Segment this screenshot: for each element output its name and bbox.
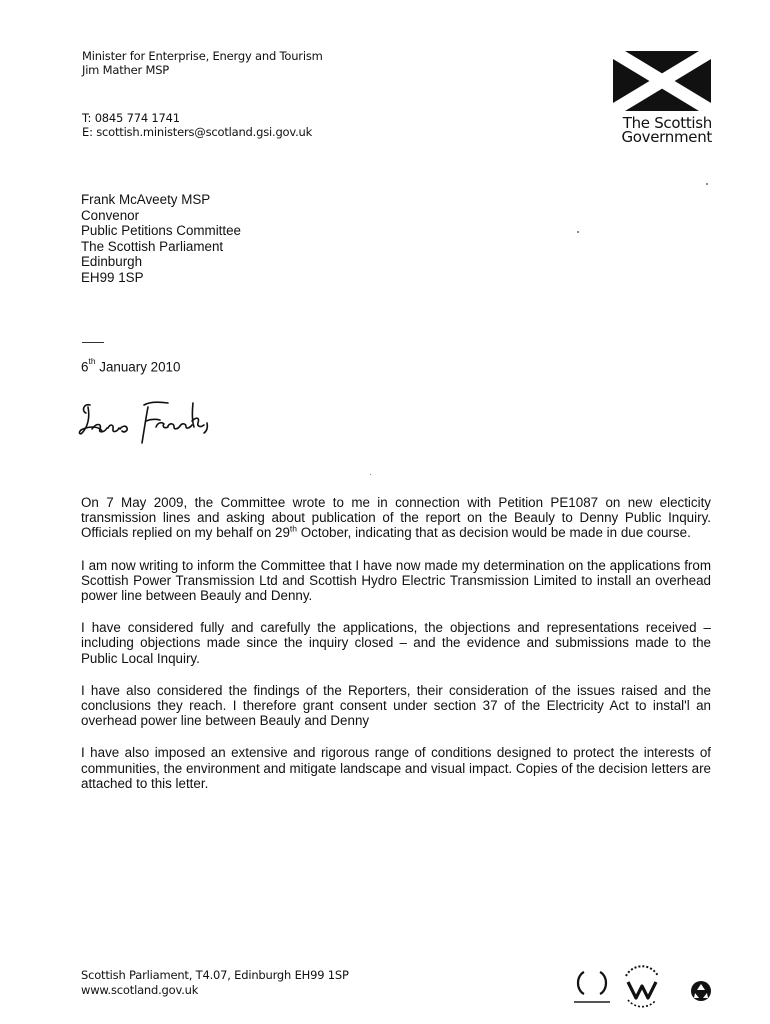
footer-address <box>81 968 349 998</box>
body-paragraph-4: I have also considered the findings of the Reporters, their consideration of the issues raised and the conclusions they reach. I therefore grant consent under section 37 of the Electricity Act to instal'l an overhead power line between Beauly and Denny <box>81 682 711 729</box>
scan-speck <box>706 183 708 185</box>
footer-badges <box>570 962 720 1012</box>
date-day: 6 <box>81 359 89 375</box>
date-suffix: th <box>88 356 96 366</box>
minister-name: Jim Mather MSP <box>82 63 170 77</box>
paragraph-1-sup: th <box>289 523 298 534</box>
minister-title: Minister for Enterprise, Energy and Tourism <box>82 49 323 63</box>
paragraph-1-text-cont: October, indicating that as decision would be made in due course. <box>297 525 691 541</box>
recycled-paper-icon <box>690 980 712 1002</box>
letter-body <box>81 495 711 808</box>
sender-block <box>82 49 323 139</box>
sender-contact <box>82 111 323 139</box>
logo-line-2: Government <box>621 128 712 146</box>
sender-email: E: scottish.ministers@scotland.gsi.gov.uk <box>82 125 313 139</box>
recipient-line: Edinburgh <box>81 254 143 270</box>
body-paragraph-2: I am now writing to inform the Committee that I have now made my determination on the applications from Scottish Power Transmission Ltd and Scottish Hydro Electric Transmission Limited to install an overhead power line between Beauly and Denny. <box>81 557 711 604</box>
positive-about-disabled-people-icon <box>620 962 664 1008</box>
recipient-line: The Scottish Parliament <box>81 238 224 254</box>
body-paragraph-1 <box>81 495 711 541</box>
letter-date <box>81 358 180 374</box>
logo-wordmark <box>612 116 712 144</box>
handwritten-salutation <box>76 395 226 450</box>
scan-speck <box>370 474 371 475</box>
scan-speck <box>577 231 579 233</box>
body-paragraph-3: I have considered fully and carefully the applications, the objections and representations received – including objections made since the inquiry closed – and the evidence and submissions made to the Public Local Inquiry. <box>81 620 711 666</box>
footer-address-line: Scottish Parliament, T4.07, Edinburgh EH99 1SP <box>81 968 349 982</box>
paragraph-1-text: On 7 May 2009, the Committee wrote to me in connection with Petition PE1087 on new electicity transmission lines and asking about publication of the report on the Beauly to Denny Public Inquiry. Officials replied on my behalf on 29 <box>81 495 711 541</box>
recipient-line: Convenor <box>81 207 140 223</box>
logo-line-1: The Scottish <box>622 114 712 132</box>
saltire-flag-icon <box>613 51 711 111</box>
recipient-line: Public Petitions Committee <box>81 223 242 239</box>
scottish-government-logo <box>612 51 712 144</box>
investors-in-people-icon <box>570 966 614 1008</box>
reference-rule <box>82 342 104 343</box>
recipient-address <box>81 192 241 286</box>
recipient-line: EH99 1SP <box>81 269 144 285</box>
sender-phone: T: 0845 774 1741 <box>82 111 180 125</box>
recipient-line: Frank McAveety MSP <box>81 192 211 207</box>
date-rest: January 2010 <box>95 359 181 375</box>
body-paragraph-5: I have also imposed an extensive and rigorous range of conditions designed to protect the interests of communities, the environment and mitigate landscape and visual impact. Copies of the decision letters are attached to this letter. <box>81 745 711 791</box>
footer-website: www.scotland.gov.uk <box>81 983 199 997</box>
